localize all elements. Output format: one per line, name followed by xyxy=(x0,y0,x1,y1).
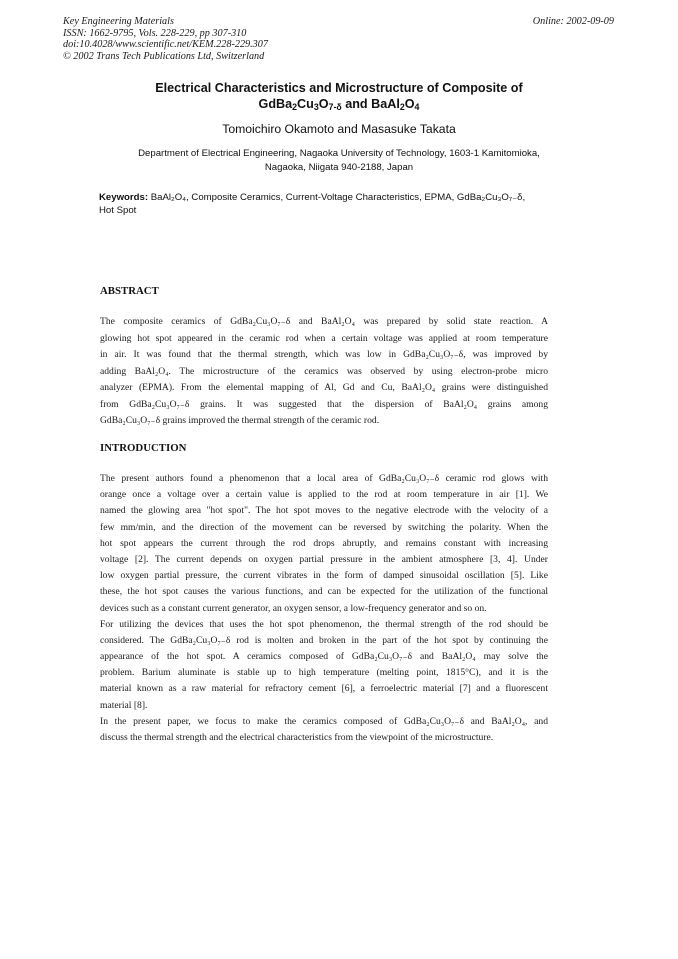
journal-header xyxy=(63,16,268,62)
intro-line: problem. Barium aluminate is stable up to high temperature (melting point, 1815°C), and it is the xyxy=(100,667,548,679)
affiliation xyxy=(60,147,618,174)
intro-line: named the glowing area "hot spot". The hot spot moves to the negative electrode with the velocity of a xyxy=(100,505,548,517)
title-line-2: $GdBa_2Cu_3O_{7-\delta}$ and $BaAl_2O_4$ xyxy=(258,97,420,113)
intro-line: voltage [2]. The current depends on oxygen partial pressure in the ambient atmosphere [3, 4]. Under xyxy=(100,553,548,565)
keywords-label: Keywords: xyxy=(99,192,149,203)
intro-line: appearance of the hot spot. A ceramics composed of GdBa₂Cu₃O₇₋δ and BaAl₂O₄ may solve the xyxy=(100,651,548,663)
keywords-list: BaAl₂O₄, Composite Ceramics, Current-Voltage Characteristics, EPMA, GdBa₂Cu₃O₇₋δ, xyxy=(150,192,526,203)
intro-line: discuss the thermal strength and the electrical characteristics from the viewpoint of the microstructure. xyxy=(100,732,494,743)
title-line-1: Electrical Characteristics and Microstructure of Composite of xyxy=(155,81,523,95)
intro-line: In the present paper, we focus to make the ceramics composed of GdBa₂Cu₃O₇₋δ and BaAl₂O₄, and xyxy=(100,715,548,727)
abstract-body xyxy=(100,314,548,430)
journal-name: Key Engineering Materials xyxy=(63,16,174,27)
intro-line: low oxygen partial pressure, the current vibrates in the form of damped sinusoidal oscillation [5]. Like xyxy=(100,570,548,582)
affiliation-line-1: Department of Electrical Engineering, Nagaoka University of Technology, 1603-1 Kamitomioka, xyxy=(138,148,540,159)
abstract-heading: ABSTRACT xyxy=(100,285,159,297)
issn-line: ISSN: 1662-9795, Vols. 228-229, pp 307-310 xyxy=(63,27,247,39)
abstract-line: glowing hot spot appeared in the ceramic rod when a certain voltage was applied at room temperature xyxy=(100,332,548,344)
abstract-line: adding BaAl₂O₄. The microstructure of the ceramics was observed by using electron-probe micro xyxy=(100,365,548,377)
intro-line: material [8]. xyxy=(100,699,148,711)
abstract-line: GdBa₂Cu₃O₇₋δ grains improved the thermal strength of the ceramic rod. xyxy=(100,415,380,426)
intro-line: material known as a raw material for refractory cement [6], a ferroelectric material [7] and a fluorescent xyxy=(100,683,548,695)
intro-line: few mm/min, and the direction of the movement can be reversed by switching the polarity. When the xyxy=(100,521,548,533)
keywords xyxy=(99,192,569,217)
intro-line: hot spot appears the current through the rod drops abruptly, and remains constant with increasing xyxy=(100,537,548,549)
online-date: Online: 2002-09-09 xyxy=(532,16,614,27)
doi-line[interactable]: doi:10.4028/www.scientific.net/KEM.228-229.307 xyxy=(63,39,268,50)
intro-line: these, the hot spot causes the various functions, and can be expected for the utilization of the functional xyxy=(100,586,548,598)
intro-line: considered. The GdBa₂Cu₃O₇₋δ rod is molten and broken in the part of the hot spot by continuing the xyxy=(100,634,548,646)
copyright-line: © 2002 Trans Tech Publications Ltd, Switzerland xyxy=(63,50,265,62)
keywords-list-cont: Hot Spot xyxy=(99,204,137,216)
abstract-line: in air. It was found that the thermal strength, which was low in GdBa₂Cu₃O₇₋δ, was improved by xyxy=(100,349,548,360)
intro-line: orange once a voltage over a certain value is applied to the rod at room temperature in air [1]. We xyxy=(100,489,548,501)
abstract-line: The composite ceramics of GdBa₂Cu₃O₇₋δ and BaAl₂O₄ was prepared by solid state reaction. A xyxy=(100,316,548,327)
introduction-heading: INTRODUCTION xyxy=(100,442,187,454)
paper-title xyxy=(60,80,618,112)
intro-line: devices such as a constant current generator, an oxygen sensor, a low-frequency generator and so on. xyxy=(100,602,487,614)
intro-line: For utilizing the devices that uses the hot spot phenomenon, the thermal strength of the rod should be xyxy=(100,618,548,630)
abstract-line: analyzer (EPMA). From the elemental mapping of Al, Gd and Cu, BaAl₂O₄ grains were distinguished xyxy=(100,382,548,393)
intro-line: The present authors found a phenomenon that a local area of GdBa₂Cu₃O₇₋δ ceramic rod glows with xyxy=(100,473,548,484)
abstract-line: from GdBa₂Cu₃O₇₋δ grains. It was suggested that the dispersion of BaAl₂O₄ grains among xyxy=(100,398,548,410)
author-list: Tomoichiro Okamoto and Masasuke Takata xyxy=(222,122,456,136)
introduction-body xyxy=(100,471,548,746)
affiliation-line-2: Nagaoka, Niigata 940-2188, Japan xyxy=(264,161,414,173)
